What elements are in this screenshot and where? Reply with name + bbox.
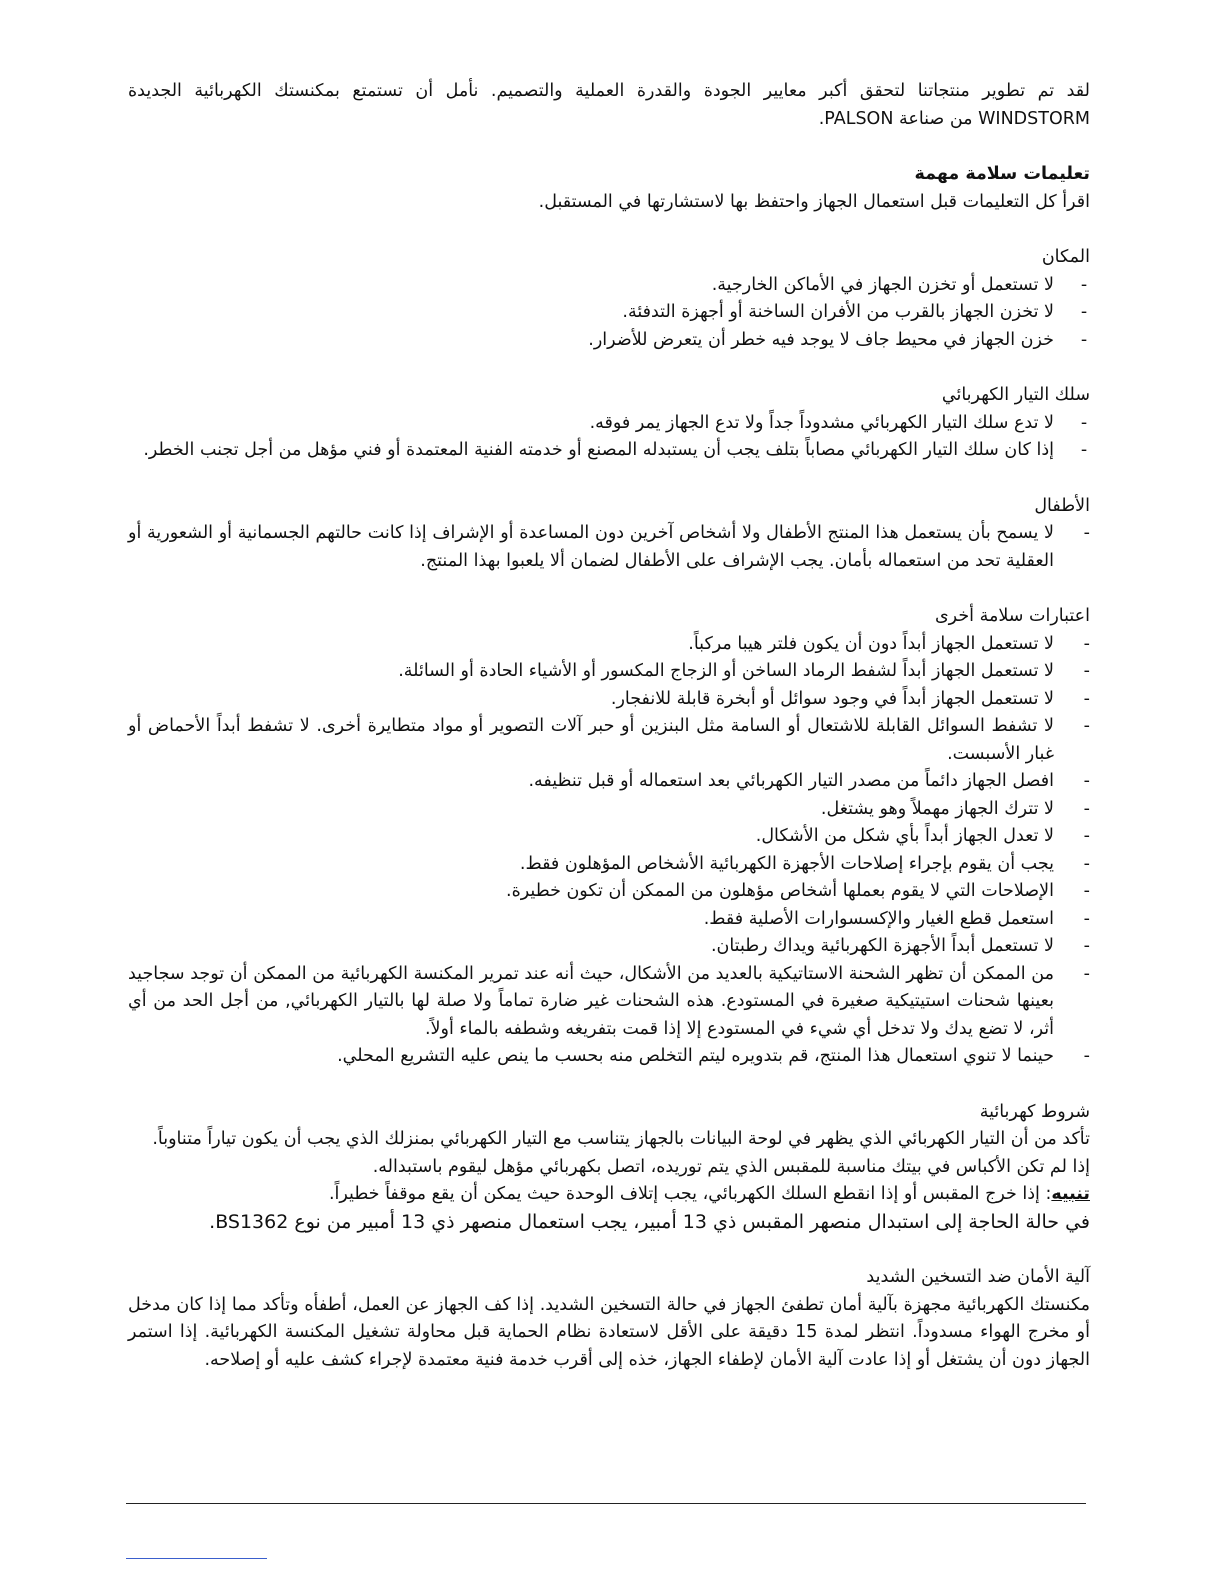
list-item-text: لا تعدل الجهاز أبداً بأي شكل من الأشكال.: [755, 826, 1054, 846]
other-list: [128, 631, 1090, 1071]
list-item: [128, 961, 1090, 1044]
dash-bullet: -: [1083, 826, 1090, 846]
list-item-text: لا تدع سلك التيار الكهربائي مشدوداً جداً ولا تدع الجهاز يمر فوقه.: [589, 412, 1054, 433]
dash-bullet: -: [1083, 963, 1090, 984]
electrical-title: شروط كهربائية: [979, 1101, 1090, 1122]
list-item-text: الإصلاحات التي لا يقوم بعملها أشخاص مؤهلون من الممكن أن تكون خطيرة.: [506, 881, 1054, 901]
list-item: [128, 878, 1090, 906]
list-item: [128, 686, 1090, 714]
dash-bullet: -: [1080, 274, 1088, 295]
warning-label: تنبيه: [1051, 1184, 1090, 1204]
dash-bullet: -: [1083, 633, 1090, 654]
list-item-text: لا تترك الجهاز مهملاً وهو يشتغل.: [820, 798, 1054, 819]
cord-list: [128, 410, 1090, 465]
list-item-text: استعمل قطع الغيار والإكسسوارات الأصلية فقط.: [703, 908, 1054, 929]
list-item-text: إذا كان سلك التيار الكهربائي مصاباً بتلف يجب أن يستبدله المصنع أو خدمته الفنية المعتمدة أو فني مؤهل من أجل تجنب الخطر.: [143, 440, 1054, 460]
list-item-text: لا تخزن الجهاز بالقرب من الأفران الساخنة أو أجهزة التدفئة.: [622, 302, 1054, 322]
safety-heading: تعليمات سلامة مهمة: [914, 164, 1090, 184]
list-item-text: لا تستعمل الجهاز أبداً في وجود سوائل أو أبخرة قابلة للانفجار.: [610, 688, 1054, 709]
list-item: [128, 520, 1090, 575]
dash-bullet: -: [1083, 1046, 1090, 1066]
dash-bullet: -: [1083, 936, 1090, 956]
list-item-text: افصل الجهاز دائماً من مصدر التيار الكهربائي بعد استعماله أو قبل تنظيفه.: [528, 771, 1054, 791]
dash-bullet: -: [1083, 688, 1090, 709]
dash-bullet: -: [1080, 412, 1088, 433]
dash-bullet: -: [1083, 771, 1090, 791]
list-item-text: لا تستعمل أبداً الأجهزة الكهربائية ويداك رطبتان.: [710, 936, 1054, 956]
list-item: [128, 713, 1090, 768]
overheat-text: مكنستك الكهربائية مجهزة بآلية أمان تطفئ الجهاز في حالة التسخين الشديد. إذا كف الجهاز عن العمل، أطفأه وتأكد مما إذا كان مدخل أو مخرج الهواء مسدوداً. انتظر لمدة 15 دقيقة على الأقل لاستعادة نظام الحماية قبل محاولة تشغيل المكنسة الكهربائية. إذا استمر الجهاز دون أن يشتغل أو إذا عادت آلية الأمان لإطفاء الجهاز، خذه إلى أقرب خدمة فنية معتمدة لإجراء كشف عليه أو إصلاحه.: [128, 1294, 1090, 1370]
list-item: [128, 272, 1090, 300]
location-title: المكان: [1041, 247, 1090, 267]
list-item: [128, 933, 1090, 961]
list-item: [128, 410, 1090, 438]
cord-title: سلك التيار الكهربائي: [941, 385, 1090, 405]
other-title: اعتبارات سلامة أخرى: [934, 606, 1090, 626]
footnote-rule: [126, 1558, 267, 1559]
electrical-warning: [128, 1181, 1090, 1209]
dash-bullet: -: [1083, 881, 1090, 901]
dash-bullet: -: [1080, 302, 1088, 322]
electrical-line-1: تأكد من أن التيار الكهربائي الذي يظهر في لوحة البيانات بالجهاز يتناسب مع التيار الكهربائي بمنزلك الذي يجب أن يكون تياراً متناوباً.: [152, 1129, 1090, 1149]
electrical-fuse: في حالة الحاجة إلى استبدال منصهر المقبس ذي 13 أمبير، يجب استعمال منصهر ذي 13 أمبير من نوع BS1362.: [209, 1210, 1090, 1233]
dash-bullet: -: [1080, 440, 1088, 460]
dash-bullet: -: [1083, 661, 1090, 681]
list-item-text: لا تشفط السوائل القابلة للاشتعال أو السامة مثل البنزين أو حبر آلات التصوير أو مواد متطايرة أخرى. لا تشفط أبداً الأحماض أو غبار الأسبست.: [128, 716, 1054, 764]
list-item: [128, 906, 1090, 934]
list-item: [128, 631, 1090, 659]
list-item-text: حينما لا تنوي استعمال هذا المنتج، قم بتدويره ليتم التخلص منه بحسب ما ينص عليه التشريع المحلي.: [337, 1046, 1054, 1066]
list-item: [128, 658, 1090, 686]
list-item-text: لا تستعمل الجهاز أبداً دون أن يكون فلتر هيبا مركباً.: [688, 633, 1054, 654]
list-item: [128, 823, 1090, 851]
children-list: [128, 520, 1090, 575]
intro-paragraph: لقد تم تطوير منتجاتنا لتحقق أكبر معايير الجودة والقدرة العملية والتصميم. نأمل أن تستمتع بمكنستك الكهربائية الجديدة WINDSTORM من صناعة PALSON.: [128, 81, 1090, 129]
overheat-title: آلية الأمان ضد التسخين الشديد: [866, 1267, 1090, 1287]
dash-bullet: -: [1083, 716, 1090, 736]
list-item-text: خزن الجهاز في محيط جاف لا يوجد فيه خطر أن يتعرض للأضرار.: [588, 329, 1054, 350]
safety-intro: اقرأ كل التعليمات قبل استعمال الجهاز واحتفظ بها لاستشارتها في المستقبل.: [538, 191, 1090, 212]
list-item-text: لا يسمح بأن يستعمل هذا المنتج الأطفال ولا أشخاص آخرين دون المساعدة أو الإشراف إذا كانت حالتهم الجسمانية أو الشعورية أو العقلية تحد من استعماله بأمان. يجب الإشراف على الأطفال لضمان ألا يلعبوا بهذا المنتج.: [128, 523, 1054, 571]
list-item-text: لا تستعمل الجهاز أبداً لشفط الرماد الساخن أو الزجاج المكسور أو الأشياء الحادة أو السائلة.: [398, 661, 1054, 681]
dash-bullet: -: [1080, 329, 1088, 350]
footer-divider: [126, 1503, 1086, 1504]
electrical-line-2: إذا لم تكن الأكباس في بيتك مناسبة للمقبس الذي يتم توريده، اتصل بكهربائي مؤهل ليقوم باستبداله.: [372, 1156, 1090, 1177]
warning-text: : إذا خرج المقبس أو إذا انقطع السلك الكهربائي، يجب إتلاف الوحدة حيث يمكن أن يقع موقفاً خطيراً.: [328, 1184, 1052, 1204]
dash-bullet: -: [1083, 853, 1090, 874]
list-item: [128, 851, 1090, 879]
list-item: [128, 796, 1090, 824]
list-item: [128, 299, 1090, 327]
dash-bullet: -: [1083, 798, 1090, 819]
children-title: الأطفال: [1034, 495, 1090, 516]
dash-bullet: -: [1083, 523, 1090, 543]
list-item: [128, 437, 1090, 465]
list-item: [128, 1043, 1090, 1071]
list-item-text: لا تستعمل أو تخزن الجهاز في الأماكن الخارجية.: [711, 274, 1054, 295]
document-page: [128, 78, 1090, 1374]
list-item: [128, 768, 1090, 796]
dash-bullet: -: [1083, 908, 1090, 929]
list-item: [128, 327, 1090, 355]
list-item-text: من الممكن أن تظهر الشحنة الاستاتيكية بالعديد من الأشكال، حيث أنه عند تمرير المكنسة الكهربائية من الممكن أن توجد سجاجيد بعينها شحنات استيتيكية صغيرة في المستودع. هذه الشحنات غير ضارة تماماً ولا صلة لها بالتيار الكهربائي, من أجل الحد من أي أثر، لا تضع يدك ولا تدخل أي شيء في المستودع إلا إذا قمت بتفريغه وشطفه بالماء أولاً.: [128, 963, 1054, 1039]
location-list: [128, 272, 1090, 355]
list-item-text: يجب أن يقوم بإجراء إصلاحات الأجهزة الكهربائية الأشخاص المؤهلون فقط.: [519, 853, 1054, 874]
